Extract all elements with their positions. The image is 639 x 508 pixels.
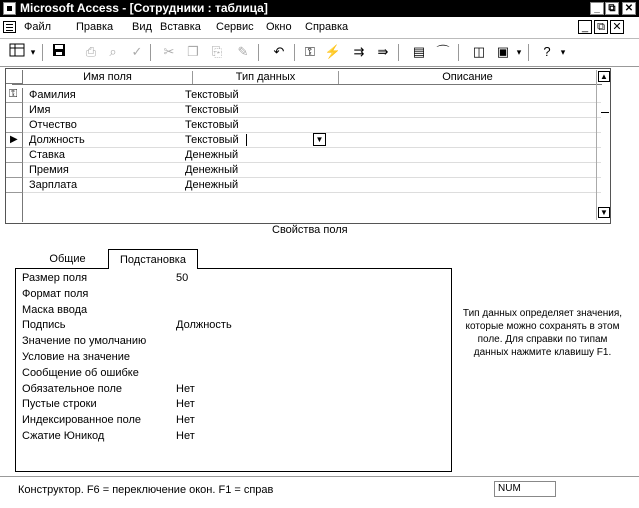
data-type-cell[interactable]: Денежный <box>185 149 239 161</box>
header-description[interactable]: Описание <box>442 71 493 83</box>
text-cursor <box>246 134 247 146</box>
property-label: Подпись <box>22 319 66 332</box>
menu-window[interactable]: Окно <box>266 21 292 33</box>
property-value[interactable]: 50 <box>176 272 189 284</box>
doc-minimize-button[interactable]: _ <box>578 20 592 34</box>
save-icon[interactable] <box>50 43 68 61</box>
database-window-icon[interactable]: ◫ <box>472 44 486 59</box>
menu-view[interactable]: Вид <box>132 21 152 33</box>
field-name-cell[interactable]: Отчество <box>29 119 77 131</box>
header-data-type[interactable]: Тип данных <box>193 71 339 84</box>
menu-edit[interactable]: Правка <box>76 21 114 33</box>
property-value[interactable]: Нет <box>176 430 195 442</box>
property-value[interactable]: Нет <box>176 382 195 395</box>
status-text: Конструктор. F6 = переключение окон. F1 = справ <box>18 484 274 496</box>
field-name-cell[interactable]: Должность <box>29 134 85 146</box>
cut-icon[interactable]: ✂ <box>163 44 175 59</box>
property-label: Условие на значение <box>22 351 131 363</box>
property-label: Размер поля <box>22 272 88 284</box>
menu-insert[interactable]: Вставка <box>160 21 201 33</box>
menu-file[interactable]: Файл <box>24 21 52 33</box>
grid-vertical-scrollbar[interactable] <box>596 70 611 220</box>
property-label: Обязательное поле <box>22 382 123 395</box>
primary-key-icon[interactable]: ⚿ <box>305 44 315 59</box>
doc-close-button[interactable]: ✕ <box>610 20 624 34</box>
restore-button[interactable]: ⧉ <box>605 2 619 15</box>
grid-header <box>12 71 602 85</box>
table-window-icon[interactable] <box>3 21 16 33</box>
row-selector[interactable] <box>6 163 23 178</box>
table-row[interactable] <box>23 103 601 118</box>
title-bar <box>0 0 639 17</box>
data-type-cell[interactable]: Денежный <box>185 179 239 191</box>
property-value[interactable]: Нет <box>176 398 195 411</box>
data-type-cell[interactable]: Денежный <box>185 164 239 176</box>
field-properties-title: Свойства поля <box>272 224 348 236</box>
toolbar <box>0 39 639 67</box>
row-selector[interactable] <box>6 178 23 193</box>
menu-tools[interactable]: Сервис <box>216 21 254 33</box>
table-row[interactable] <box>23 88 601 103</box>
menu-bar <box>0 18 639 39</box>
data-type-cell[interactable]: Текстовый <box>185 134 239 146</box>
property-label: Формат поля <box>22 287 89 300</box>
row-selector[interactable] <box>6 88 23 103</box>
field-name-cell[interactable]: Имя <box>29 104 51 116</box>
row-selector[interactable] <box>6 118 23 133</box>
header-field-name[interactable]: Имя поля <box>23 71 193 84</box>
properties-icon[interactable]: ▤ <box>412 44 426 59</box>
primary-key-icon: ⚿ <box>9 88 18 100</box>
current-row-arrow-icon: ▶ <box>10 134 18 145</box>
doc-restore-button[interactable]: ⧉ <box>594 20 608 34</box>
row-selector[interactable] <box>6 208 23 222</box>
close-button[interactable]: ✕ <box>622 2 636 15</box>
status-bar <box>0 476 639 508</box>
field-name-cell[interactable]: Зарплата <box>29 179 78 191</box>
format-painter-icon[interactable]: ✎ <box>237 44 249 59</box>
tab-lookup[interactable]: Подстановка <box>108 249 198 269</box>
spelling-icon[interactable]: ✓ <box>131 44 143 59</box>
num-lock-indicator: NUM <box>494 481 556 497</box>
data-type-cell[interactable]: Текстовый <box>185 119 239 131</box>
data-type-cell[interactable]: Текстовый <box>185 89 239 101</box>
data-type-cell[interactable]: Текстовый <box>185 104 239 116</box>
row-selector[interactable] <box>6 133 23 148</box>
new-object-dropdown-icon[interactable]: ▾ <box>516 47 522 57</box>
help-icon[interactable]: ? <box>543 44 551 59</box>
window-title: Microsoft Access - [Сотрудники : таблица] <box>20 1 268 15</box>
table-row[interactable] <box>23 133 601 148</box>
new-object-icon[interactable]: ▣ <box>496 44 510 59</box>
tab-general[interactable]: Общие <box>49 253 86 265</box>
help-text: Тип данных определяет значения, которые можно сохранять в этом поле. Для справки по типам данных нажмите клавишу F1. <box>462 308 623 358</box>
property-label: Пустые строки <box>22 398 97 411</box>
property-value[interactable]: Нет <box>176 414 195 427</box>
scroll-up-button[interactable]: ▲ <box>598 71 610 82</box>
paste-icon[interactable]: ⎘ <box>211 44 223 59</box>
property-label: Сжатие Юникод <box>22 430 105 442</box>
property-label: Индексированное поле <box>22 414 141 427</box>
scroll-down-button[interactable]: ▼ <box>598 207 610 218</box>
data-type-dropdown-button[interactable]: ▼ <box>313 133 326 146</box>
toolbar-options-icon[interactable]: ▾ <box>560 47 566 57</box>
property-label: Сообщение об ошибке <box>22 366 139 379</box>
field-name-cell[interactable]: Ставка <box>29 149 65 161</box>
menu-help[interactable]: Справка <box>305 21 349 33</box>
table-row[interactable] <box>23 118 601 133</box>
view-dropdown-icon[interactable]: ▾ <box>30 47 36 57</box>
field-name-cell[interactable]: Фамилия <box>29 89 76 101</box>
preview-icon[interactable]: ⌕ <box>109 44 117 59</box>
undo-icon[interactable]: ↶ <box>273 44 285 59</box>
table-row[interactable] <box>23 178 601 193</box>
view-design-icon[interactable] <box>8 43 26 61</box>
indexes-icon[interactable]: ⚡ <box>324 44 342 59</box>
property-label: Значение по умолчанию <box>22 335 147 348</box>
field-name-cell[interactable]: Премия <box>29 164 69 176</box>
delete-rows-icon[interactable]: ⇛ <box>377 44 389 59</box>
table-row[interactable] <box>23 148 601 163</box>
access-app-icon[interactable] <box>3 2 16 15</box>
property-label: Маска ввода <box>22 303 88 316</box>
print-icon[interactable]: ⎙ <box>85 44 97 59</box>
property-value[interactable]: Должность <box>176 319 232 332</box>
row-selector[interactable] <box>6 148 23 163</box>
row-selector[interactable] <box>6 193 23 208</box>
build-icon[interactable]: ⌒ <box>436 44 450 59</box>
insert-rows-icon[interactable]: ⇉ <box>353 44 365 59</box>
copy-icon[interactable]: ❐ <box>187 44 199 59</box>
table-row[interactable] <box>23 163 601 178</box>
minimize-button[interactable]: _ <box>590 2 604 15</box>
row-selector[interactable] <box>6 103 23 118</box>
